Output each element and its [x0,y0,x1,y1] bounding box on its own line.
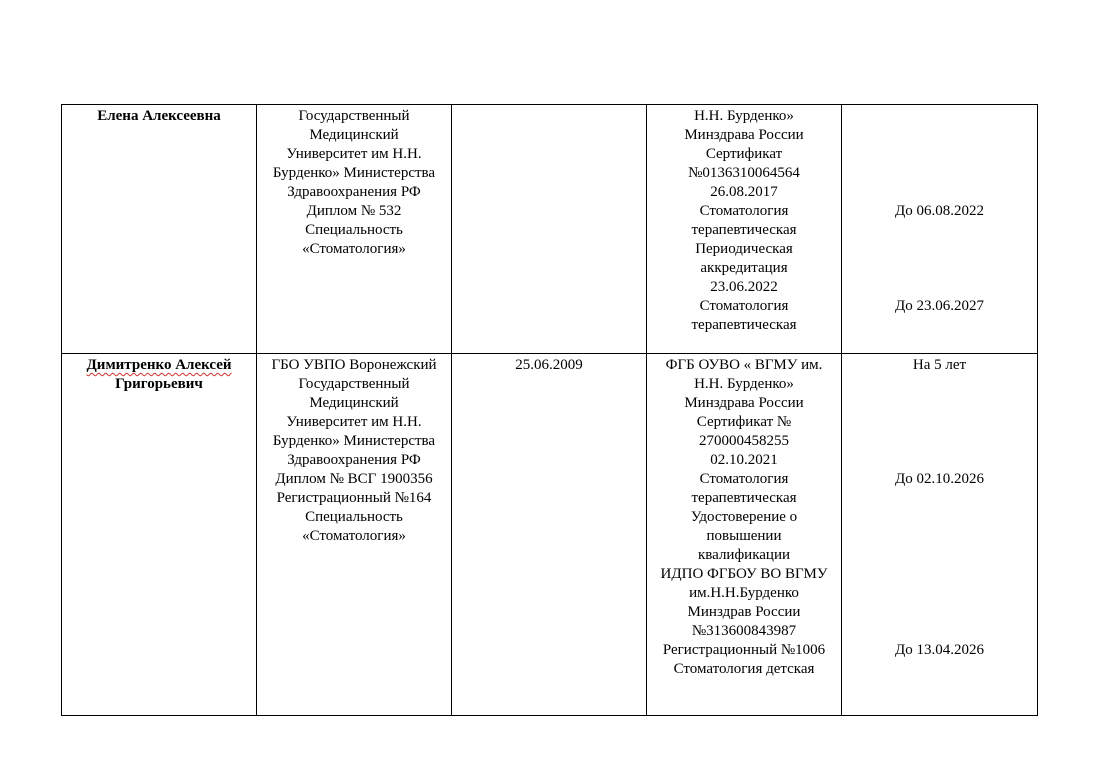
spacer [845,375,1034,394]
certificate-line: Стоматология [699,203,789,219]
certificate-line: Минздрав России [687,604,801,620]
education-line: Здравоохранения РФ [287,452,421,468]
spacer [845,546,1034,565]
staff-qualification-table [61,104,1038,716]
education-line: Бурденко» Министерства [272,165,436,181]
certificate-line: №0136310064564 [688,165,800,181]
certificate-line: Н.Н. Бурденко» [694,376,794,392]
spacer [845,259,1034,278]
diploma-date: 25.06.2009 [515,357,583,373]
validity-date: До 13.04.2026 [895,642,984,658]
education-line: ГБО УВПО Воронежский [271,357,437,373]
diploma-date-cell [452,105,647,354]
spacer [845,240,1034,259]
education-line: Медицинский [309,127,399,143]
diploma-date-cell [452,354,647,716]
spacer [845,622,1034,641]
education-line: Государственный [298,108,410,124]
spacer [845,413,1034,432]
certificate-line: им.Н.Н.Бурденко [689,585,799,601]
education-line: Диплом № ВСГ 1900356 [275,471,433,487]
education-line: Университет им Н.Н. [286,146,422,162]
certificate-line: Периодическая [695,241,793,257]
spacer [845,145,1034,164]
certificate-line: 23.06.2022 [710,279,778,295]
certificate-line: Регистрационный №1006 [662,642,826,658]
validity-date: До 06.08.2022 [895,203,984,219]
spacer [845,508,1034,527]
education-line: Диплом № 532 [306,203,402,219]
spacer [845,565,1034,584]
certificate-line: Минздрава России [684,395,804,411]
certificate-line: Удостоверение о [690,509,798,525]
spacer [845,183,1034,202]
certificate-line: 270000458255 [699,433,789,449]
certificate-line: повышении [706,528,782,544]
education-line: Государственный [298,376,410,392]
education-line: Университет им Н.Н. [286,414,422,430]
education-line: Специальность [305,509,403,525]
education-cell [257,354,452,716]
validity-date: До 02.10.2026 [895,471,984,487]
employee-name: Елена Алексеевна [97,108,221,124]
spacer [845,432,1034,451]
spacer [845,584,1034,603]
validity-cell [842,105,1038,354]
certificate-line: квалификации [697,547,791,563]
table-row [62,105,1038,354]
validity-cell [842,354,1038,716]
certificate-line: Сертификат № [696,414,792,430]
certificates-cell [647,105,842,354]
spacer [845,394,1034,413]
education-cell [257,105,452,354]
education-line: Здравоохранения РФ [287,184,421,200]
spacer [845,451,1034,470]
employee-name-line: Григорьевич [115,376,203,392]
validity-date: До 23.06.2027 [895,298,984,314]
certificate-line: Стоматология [699,471,789,487]
spacer [845,126,1034,145]
certificate-line: 26.08.2017 [710,184,778,200]
employee-name-cell [62,105,257,354]
certificate-line: ИДПО ФГБОУ ВО ВГМУ [660,566,828,582]
spacer [845,489,1034,508]
education-line: Бурденко» Министерства [272,433,436,449]
education-line: Медицинский [309,395,399,411]
employee-surname: Димитренко Алексей [86,357,232,373]
employee-name-line [65,356,253,375]
certificate-line: Стоматология [699,298,789,314]
spacer [845,107,1034,126]
certificate-line: №313600843987 [691,623,797,639]
employee-name-cell [62,354,257,716]
certificate-line: 02.10.2021 [710,452,778,468]
certificate-line: терапевтическая [691,317,797,333]
education-line: Специальность [305,222,403,238]
certificate-line: Сертификат [705,146,783,162]
table-row [62,354,1038,716]
spacer [845,278,1034,297]
certificate-line: Н.Н. Бурденко» [694,108,794,124]
certificate-line: Стоматология детская [673,661,815,677]
certificate-line: ФГБ ОУВО « ВГМУ им. [665,357,823,373]
spacer [845,603,1034,622]
spacer [845,221,1034,240]
spacer [845,164,1034,183]
certificate-line: терапевтическая [691,222,797,238]
education-line: Регистрационный №164 [276,490,432,506]
certificate-line: Минздрава России [684,127,804,143]
spacer [845,527,1034,546]
certificate-line: аккредитация [700,260,788,276]
education-line: «Стоматология» [302,241,406,257]
validity-date: На 5 лет [912,357,967,373]
certificates-cell [647,354,842,716]
education-line: «Стоматология» [302,528,406,544]
certificate-line: терапевтическая [691,490,797,506]
